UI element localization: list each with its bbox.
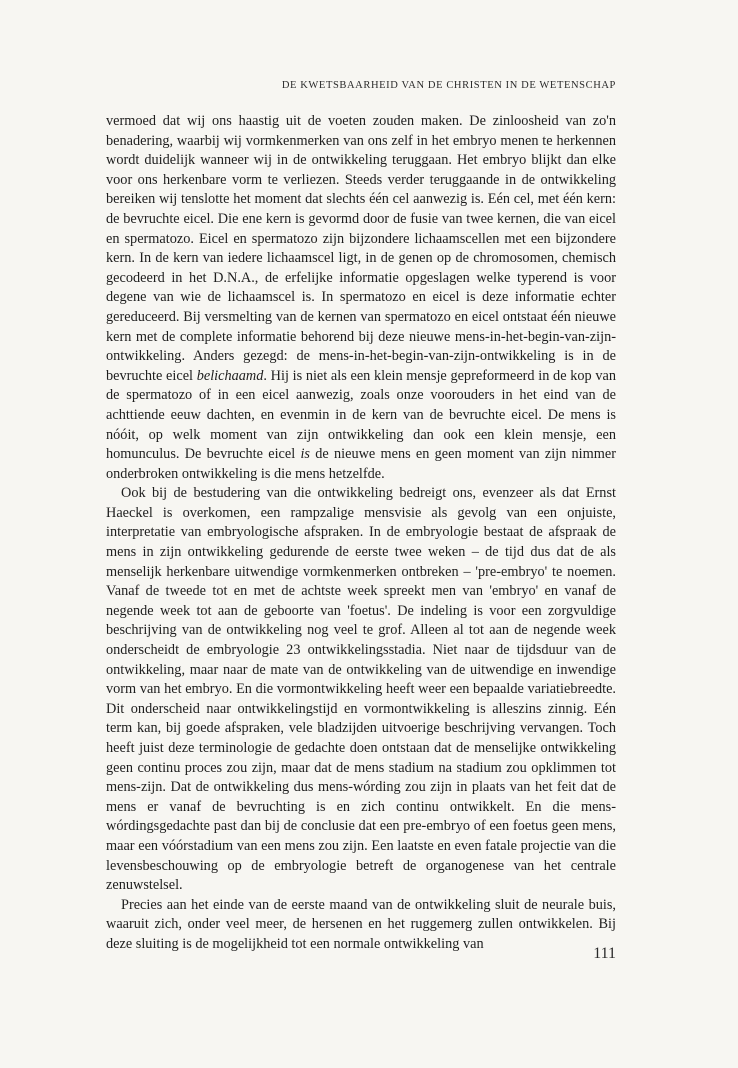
running-header: DE KWETSBAARHEID VAN DE CHRISTEN IN DE WETENSCHAP xyxy=(281,80,616,91)
paragraph-1-run-4-italic: is xyxy=(300,446,310,463)
body-text xyxy=(106,112,616,955)
page-number: 111 xyxy=(593,945,616,962)
paragraph-1-run-2-italic: belichaamd xyxy=(196,367,264,384)
paragraph-3-run-1: Precies aan het einde van de eerste maand van de ontwikkeling sluit de neurale buis, waaruit zich, onder veel meer, de hersenen en het ruggemerg zullen ontwikkelen. Bij deze sluiting is de mogelijkheid tot een normale ontwikkeling van xyxy=(106,896,616,952)
paragraph-2-run-1: Ook bij de bestudering van die ontwikkeling bedreigt ons, evenzeer als dat Ernst Haeckel is overkomen, een rampzalige mensvisie als gevolg van een onjuiste, interpretatie van embryologische afspraken. In de embryologie bestaat de afspraak de mens in zijn ontwikkeling gedurende de eerste twee weken – de tijd dus dat de als menselijk herkenbare uitwendige vormkenmerken ontbreken – 'pre-embryo' te noemen. Vanaf de tweede tot en met de achtste week spreekt men van 'embryo' en vanaf de negende week tot aan de geboorte van 'foetus'. De indeling is voor een zorgvuldige beschrijving van de ontwikkeling nog veel te grof. Alleen al tot aan de negende week onderscheidt de embryologie 23 ontwikkelingsstadia. Niet naar de tijdsduur van de ontwikkeling, maar naar de mate van de ontwikkeling van de uitwendige en inwendige vorm van het embryo. En die vormontwikkeling heeft weer een bepaalde variatiebreedte. Dit onderscheid naar ontwikkelingstijd en vormontwikkeling is alleszins zinnig. Eén term kan, bij goede afspraken, vele bladzijden uitvoerige beschrijving vervangen. Toch heeft juist deze terminologie de gedachte doen ontstaan dat de menselijke ontwikkeling geen continu proces zou zijn, maar dat de mens stadium na stadium zou opklimmen tot mens-zijn. Dat de ontwikkeling dus mens-wórding zou zijn in plaats van het feit dat de mens er vanaf de bevruchting is en zich continu ontwikkelt. En die mens-wórdingsgedachte past dan bij de conclusie dat een pre-embryo of een foetus geen mens, maar een vóórstadium van een mens zou zijn. Een laatste en even fatale projectie van die levensbeschouwing op de embryologie betreft de organogenese van het centrale zenuwstelsel. xyxy=(106,485,616,894)
paragraph-2 xyxy=(106,484,616,895)
paragraph-1-run-3: . Hij is niet als een klein mensje gepreformeerd in de kop van de spermatozo of in een eicel aanwezig, zoals onze voorouders in het eind van de achttiende eeuw dachten, en evenmin in de kern van de bevruchte eicel. De mens is nóóit, op welk moment van zijn ontwikkeling dan ook een klein mensje, een homunculus. De bevruchte eicel xyxy=(106,367,616,463)
paragraph-1 xyxy=(106,112,616,484)
paragraph-1-run-1: vermoed dat wij ons haastig uit de voeten zouden maken. De zinloosheid van zo'n benadering, waarbij wij vormkenmerken van ons zelf in het embryo menen te herkennen wordt duidelijk wanneer wij in de ontwikkeling teruggaan. Het embryo blijkt dan elke voor ons herkenbare vorm te verliezen. Steeds verder teruggaande in de ontwikkeling bereiken wij tenslotte het moment dat slechts één cel aanwezig is. Eén cel, met één kern: de bevruchte eicel. Die ene kern is gevormd door de fusie van twee kernen, die van eicel en spermatozo. Eicel en spermatozo zijn bijzondere lichaamscellen met een bijzondere kern. In de kern van iedere lichaamscel ligt, in de genen op de chromosomen, chemisch gecodeerd in het D.N.A., de erfelijke informatie opgeslagen welke typerend is voor degene van wie de lichaamscel is. In spermatozo en eicel is deze informatie echter gereduceerd. Bij versmelting van de kernen van spermatozo en eicel ontstaat één nieuwe kern met de complete informatie behorend bij deze nieuwe mens-in-het-begin-van-zijn-ontwikkeling. Anders gezegd: de mens-in-het-begin-van-zijn-ontwikkeling is in de bevruchte eicel xyxy=(106,113,616,384)
paragraph-1-run-5: de nieuwe mens en geen moment van zijn nimmer onderbroken ontwikkeling is die mens hetzelfde. xyxy=(106,446,617,482)
